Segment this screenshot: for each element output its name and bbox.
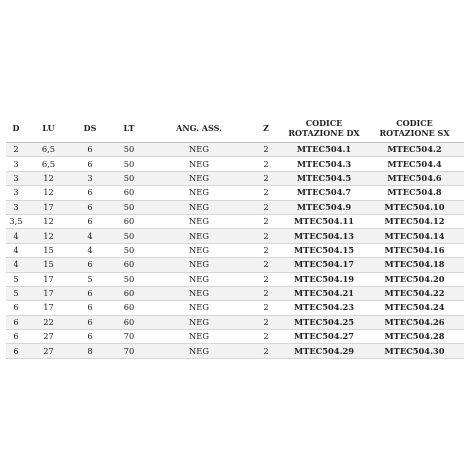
cell-z: 2	[249, 143, 283, 157]
cell-codice-dx: MTEC504.11	[283, 214, 365, 228]
cell-d: 4	[6, 258, 26, 272]
header-codice-dx-line1: CODICE	[305, 118, 343, 128]
cell-lu: 17	[26, 286, 71, 300]
header-codice-sx	[365, 114, 464, 143]
table-row	[6, 229, 464, 243]
table-header-row	[6, 114, 464, 143]
cell-lt: 50	[109, 171, 149, 185]
cell-ds: 6	[71, 157, 109, 171]
spec-table	[6, 114, 464, 359]
cell-ang-ass: NEG	[149, 330, 249, 344]
cell-lu: 17	[26, 200, 71, 214]
cell-codice-sx: MTEC504.24	[365, 301, 464, 315]
cell-codice-sx: MTEC504.22	[365, 286, 464, 300]
cell-lt: 50	[109, 200, 149, 214]
cell-ang-ass: NEG	[149, 200, 249, 214]
cell-z: 2	[249, 258, 283, 272]
cell-lt: 60	[109, 286, 149, 300]
cell-ang-ass: NEG	[149, 301, 249, 315]
table-row	[6, 272, 464, 286]
table-row	[6, 143, 464, 157]
cell-codice-sx: MTEC504.6	[365, 171, 464, 185]
cell-lt: 50	[109, 229, 149, 243]
cell-codice-dx: MTEC504.15	[283, 243, 365, 257]
cell-codice-sx: MTEC504.12	[365, 214, 464, 228]
cell-ds: 6	[71, 315, 109, 329]
cell-z: 2	[249, 229, 283, 243]
cell-lu: 27	[26, 330, 71, 344]
cell-codice-dx: MTEC504.29	[283, 344, 365, 358]
header-codice-dx-line2: ROTAZIONE DX	[288, 128, 360, 138]
cell-lu: 27	[26, 344, 71, 358]
table-row	[6, 243, 464, 257]
cell-lt: 60	[109, 315, 149, 329]
cell-z: 2	[249, 330, 283, 344]
cell-ds: 5	[71, 272, 109, 286]
table-row	[6, 344, 464, 358]
cell-z: 2	[249, 301, 283, 315]
cell-ang-ass: NEG	[149, 186, 249, 200]
cell-z: 2	[249, 200, 283, 214]
cell-d: 3	[6, 157, 26, 171]
cell-d: 6	[6, 315, 26, 329]
cell-ang-ass: NEG	[149, 171, 249, 185]
cell-lu: 12	[26, 229, 71, 243]
cell-lu: 17	[26, 272, 71, 286]
cell-lt: 60	[109, 258, 149, 272]
header-lu: LU	[26, 114, 71, 143]
cell-d: 4	[6, 229, 26, 243]
cell-codice-sx: MTEC504.10	[365, 200, 464, 214]
table-row	[6, 330, 464, 344]
cell-z: 2	[249, 171, 283, 185]
cell-lu: 12	[26, 186, 71, 200]
cell-ang-ass: NEG	[149, 243, 249, 257]
cell-lu: 15	[26, 258, 71, 272]
cell-lt: 50	[109, 243, 149, 257]
table-row	[6, 186, 464, 200]
cell-ds: 4	[71, 229, 109, 243]
cell-d: 6	[6, 301, 26, 315]
cell-z: 2	[249, 272, 283, 286]
cell-ang-ass: NEG	[149, 272, 249, 286]
cell-ds: 8	[71, 344, 109, 358]
header-codice-sx-line1: CODICE	[396, 118, 433, 128]
header-z: Z	[249, 114, 283, 143]
cell-ang-ass: NEG	[149, 214, 249, 228]
cell-lu: 17	[26, 301, 71, 315]
header-ang-ass: ANG. ASS.	[149, 114, 249, 143]
cell-d: 4	[6, 243, 26, 257]
cell-lt: 50	[109, 272, 149, 286]
cell-d: 3	[6, 171, 26, 185]
cell-codice-dx: MTEC504.3	[283, 157, 365, 171]
cell-codice-sx: MTEC504.2	[365, 143, 464, 157]
cell-lt: 60	[109, 214, 149, 228]
cell-lt: 70	[109, 330, 149, 344]
cell-z: 2	[249, 315, 283, 329]
cell-ang-ass: NEG	[149, 157, 249, 171]
cell-ds: 6	[71, 286, 109, 300]
cell-ds: 6	[71, 186, 109, 200]
cell-codice-sx: MTEC504.30	[365, 344, 464, 358]
cell-ds: 6	[71, 143, 109, 157]
cell-d: 3	[6, 200, 26, 214]
cell-codice-sx: MTEC504.16	[365, 243, 464, 257]
cell-codice-dx: MTEC504.17	[283, 258, 365, 272]
cell-ang-ass: NEG	[149, 344, 249, 358]
cell-z: 2	[249, 243, 283, 257]
cell-lu: 6,5	[26, 143, 71, 157]
cell-lt: 50	[109, 157, 149, 171]
cell-codice-sx: MTEC504.8	[365, 186, 464, 200]
cell-ds: 6	[71, 330, 109, 344]
cell-ang-ass: NEG	[149, 258, 249, 272]
cell-ds: 6	[71, 200, 109, 214]
cell-lt: 50	[109, 143, 149, 157]
cell-z: 2	[249, 157, 283, 171]
header-ds: DS	[71, 114, 109, 143]
cell-ds: 6	[71, 258, 109, 272]
table-row	[6, 214, 464, 228]
cell-ang-ass: NEG	[149, 315, 249, 329]
cell-d: 5	[6, 286, 26, 300]
cell-lu: 22	[26, 315, 71, 329]
cell-ang-ass: NEG	[149, 143, 249, 157]
header-d: D	[6, 114, 26, 143]
cell-lu: 12	[26, 171, 71, 185]
cell-codice-sx: MTEC504.28	[365, 330, 464, 344]
cell-ds: 4	[71, 243, 109, 257]
cell-lt: 70	[109, 344, 149, 358]
cell-lt: 60	[109, 186, 149, 200]
cell-codice-dx: MTEC504.25	[283, 315, 365, 329]
cell-z: 2	[249, 214, 283, 228]
cell-codice-sx: MTEC504.4	[365, 157, 464, 171]
header-codice-sx-line2: ROTAZIONE SX	[379, 128, 450, 138]
cell-d: 2	[6, 143, 26, 157]
cell-ds: 6	[71, 301, 109, 315]
cell-codice-dx: MTEC504.13	[283, 229, 365, 243]
table-row	[6, 315, 464, 329]
cell-d: 6	[6, 344, 26, 358]
cell-ds: 6	[71, 214, 109, 228]
cell-z: 2	[249, 186, 283, 200]
cell-codice-dx: MTEC504.23	[283, 301, 365, 315]
cell-codice-sx: MTEC504.26	[365, 315, 464, 329]
table-row	[6, 157, 464, 171]
cell-d: 6	[6, 330, 26, 344]
table-row	[6, 258, 464, 272]
cell-d: 3	[6, 186, 26, 200]
cell-codice-dx: MTEC504.21	[283, 286, 365, 300]
cell-d: 5	[6, 272, 26, 286]
cell-lu: 12	[26, 214, 71, 228]
cell-lu: 15	[26, 243, 71, 257]
cell-ang-ass: NEG	[149, 229, 249, 243]
cell-codice-sx: MTEC504.14	[365, 229, 464, 243]
cell-ds: 3	[71, 171, 109, 185]
table-row	[6, 286, 464, 300]
header-codice-dx	[283, 114, 365, 143]
header-lt: LT	[109, 114, 149, 143]
cell-codice-dx: MTEC504.27	[283, 330, 365, 344]
cell-d: 3,5	[6, 214, 26, 228]
cell-codice-sx: MTEC504.18	[365, 258, 464, 272]
cell-lt: 60	[109, 301, 149, 315]
table-row	[6, 301, 464, 315]
cell-codice-dx: MTEC504.9	[283, 200, 365, 214]
cell-ang-ass: NEG	[149, 286, 249, 300]
cell-z: 2	[249, 344, 283, 358]
cell-codice-dx: MTEC504.7	[283, 186, 365, 200]
cell-lu: 6,5	[26, 157, 71, 171]
cell-z: 2	[249, 286, 283, 300]
cell-codice-dx: MTEC504.19	[283, 272, 365, 286]
cell-codice-sx: MTEC504.20	[365, 272, 464, 286]
table-row	[6, 200, 464, 214]
table-row	[6, 171, 464, 185]
cell-codice-dx: MTEC504.5	[283, 171, 365, 185]
cell-codice-dx: MTEC504.1	[283, 143, 365, 157]
table-body	[6, 143, 464, 359]
